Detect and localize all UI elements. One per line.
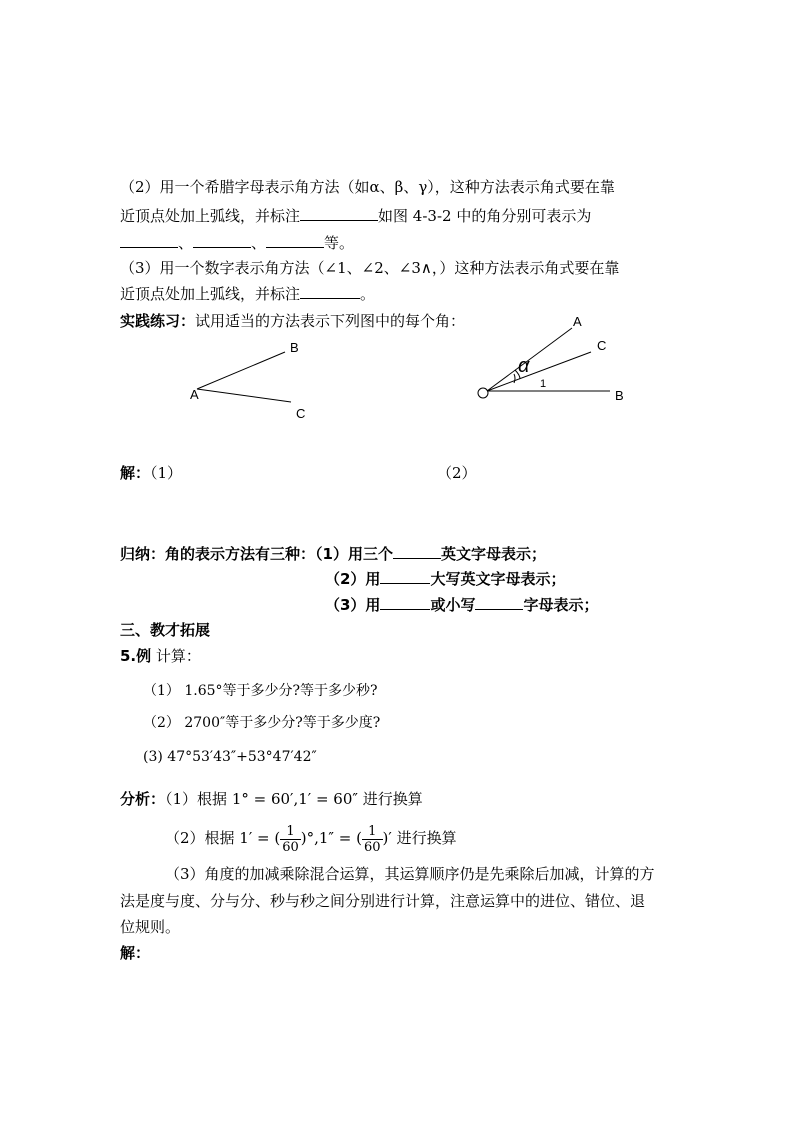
fraction-denominator: 60 [364,839,381,855]
summary-r1-b: 英文字母表示； [440,545,546,563]
analysis-a2-post: )′ 进行换算 [382,829,457,847]
solution-label: 解： [120,464,151,482]
separator: 、 [251,234,267,252]
label-b: B [615,388,624,403]
summary-blank-2[interactable] [380,568,430,584]
fraction-numerator: 1 [362,824,383,840]
analysis-a3-line3: 位规则。 [120,918,181,936]
item2-line3 [120,232,354,253]
item2-end: 等。 [324,234,355,252]
item3-blank[interactable] [300,283,360,299]
summary-line-1 [120,543,546,564]
item2-text-a: 近顶点处加上弧线，并标注 [120,207,301,225]
ray-ac [197,389,291,402]
question-2: （2） 2700″等于多少分?等于多少度? [143,715,381,731]
solution-part-2: （2） [437,464,477,482]
label-a: A [190,387,199,402]
summary-r3-c: 字母表示； [523,596,599,614]
figure-angle-bac [180,335,330,425]
analysis-a2-pre: （2）根据 1′ = ( [165,829,281,847]
item3-text-a: 近顶点处加上弧线，并标注 [120,285,301,303]
item3-text-b: 。 [360,285,376,303]
practice-heading: 实践练习： [120,312,196,330]
label-c: C [296,406,306,421]
fraction-1-60 [362,824,383,855]
fraction-numerator: 1 [280,824,301,840]
analysis-label: 分析： [120,790,166,808]
summary-r3-a: （3）用 [325,596,381,614]
summary-blank-1[interactable] [393,543,441,559]
item2-blank-1[interactable] [300,205,378,221]
analysis-a1: （1）根据 1° = 60′,1′ = 60″ 进行换算 [165,790,423,808]
item2-line2 [120,205,591,226]
label-b: B [290,340,299,355]
figure-angle-o [470,312,640,412]
analysis-line-2 [165,818,457,858]
summary-r1-a: （1）用三个 [315,545,393,563]
practice-line [120,311,465,331]
example-label: 5.例 [120,647,152,665]
label-a: A [573,314,582,329]
summary-blank-4[interactable] [475,594,523,610]
analysis-line-1 [120,789,423,809]
item2-text-b: 如图 4-3-2 中的角分别可表示为 [378,207,592,225]
summary-r2-a: （2）用 [325,570,381,588]
example-text: 计算： [151,647,201,665]
solution2-label: 解： [120,944,151,962]
practice-text: 试用适当的方法表示下列图中的每个角： [195,312,466,330]
solution1-line [120,463,182,483]
ray-ab [197,352,285,389]
analysis-a3-line2: 法是度与度、分与分、秒与秒之间分别进行计算，注意运算中的进位、错位、退 [120,892,646,910]
summary-line-2 [325,568,565,589]
ray-oc [487,352,591,391]
summary-heading: 归纳：角的表示方法有三种： [120,545,316,563]
section3-title: 三、教才拓展 [120,621,211,639]
item3-line1: （3）用一个数字表示角方法（∠1、∠2、∠3∧，）这种方法表示角式要在靠 [120,259,620,277]
ray-oa [487,328,572,391]
item2-blank-4[interactable] [266,232,324,248]
item2-blank-2[interactable] [120,232,178,248]
summary-r3-b: 或小写 [430,596,476,614]
solution-part-1: （1） [150,464,183,482]
summary-r2-b: 大写英文字母表示； [430,570,566,588]
vertex-o [478,388,488,398]
item2-line1: （2）用一个希腊字母表示角方法（如α、β、γ），这种方法表示角式要在靠 [120,178,615,196]
summary-line-3 [325,594,598,615]
summary-blank-3[interactable] [380,594,430,610]
analysis-a2-mid: )°,1″ = ( [300,829,362,847]
label-1: 1 [540,378,547,390]
fraction-denominator: 60 [282,839,299,855]
item2-blank-3[interactable] [193,232,251,248]
question-3: (3) 47°53′43″+53°47′42″ [143,749,317,765]
label-alpha: α [518,355,530,377]
analysis-a3-line1: （3）角度的加减乘除混合运算，其运算顺序仍是先乘除后加减，计算的方 [165,865,655,883]
label-c: C [597,338,607,353]
separator: 、 [178,234,194,252]
question-1: （1） 1.65°等于多少分?等于多少秒? [143,683,378,699]
example-line [120,646,201,666]
arc-1 [514,374,515,383]
item3-line2 [120,283,375,304]
fraction-1-60 [280,824,301,855]
